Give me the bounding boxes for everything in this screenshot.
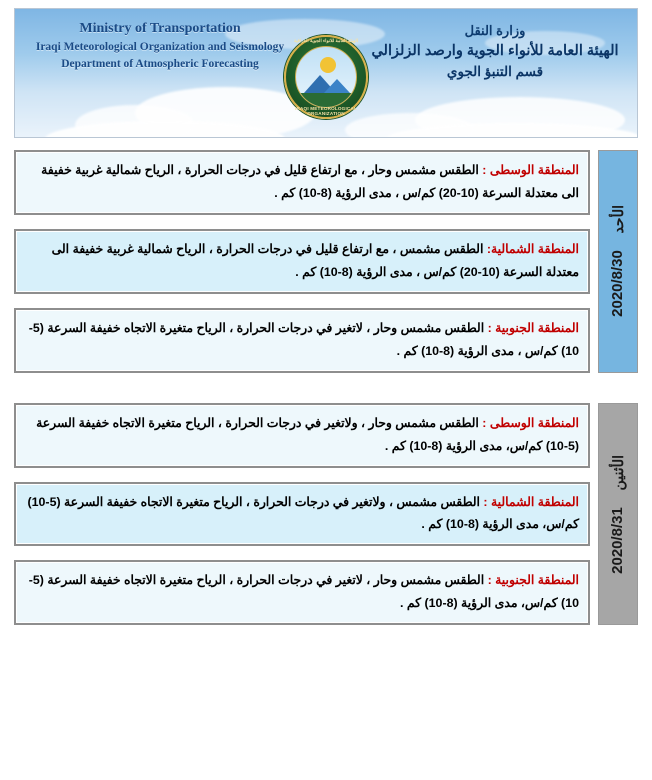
region-label: المنطقة الشمالية:: [486, 241, 579, 256]
header-banner: [14, 8, 638, 138]
forecast-text: الطقس مشمس وحار ، ولاتغير في درجات الحرارة ، الرياح متغيرة الاتجاه خفيفة السرعة (5-10) كم/س، مدى الرؤية (8-10) كم .: [36, 415, 579, 453]
meteorological-organization-logo: [284, 35, 368, 119]
region-label: المنطقة الوسطى :: [482, 163, 579, 177]
forecast-card: [14, 403, 590, 468]
department-title-ar: قسم التنبؤ الجوي: [446, 64, 544, 80]
day-separator: [14, 387, 638, 403]
forecast-card: [14, 560, 590, 625]
ministry-title-en: Ministry of Transportation: [79, 21, 241, 36]
organization-title-en: Iraqi Meteorological Organization and Seismology: [35, 41, 285, 54]
ministry-title-ar: وزارة النقل: [464, 23, 526, 38]
forecast-card: [14, 229, 590, 294]
forecast-content: [14, 150, 638, 625]
day-block: [14, 150, 638, 373]
forecast-card: [14, 150, 590, 215]
region-label: المنطقة الشمالية :: [483, 494, 579, 509]
date-label: [609, 455, 627, 574]
logo-base-band: [296, 93, 356, 107]
forecast-card: [14, 308, 590, 373]
day-name-label: الأحد: [610, 205, 626, 234]
region-label: المنطقة الجنوبية :: [487, 573, 579, 588]
date-label: [609, 205, 627, 317]
day-name-label: الأثنين: [610, 454, 626, 490]
day-block: [14, 403, 638, 626]
logo-text-bottom: IRAQI METEOROLOGICAL ORGANIZATION: [295, 106, 357, 116]
mountain-icon: [324, 79, 350, 93]
forecast-text: الطقس مشمس ، مع ارتفاع قليل في درجات الحرارة ، الرياح شمالية غربية خفيفة الى معتدلة السرعة (10-20) كم/س ، مدى الرؤية (8-10) كم .: [51, 241, 579, 279]
department-title-en: Department of Atmospheric Forecasting: [61, 57, 259, 70]
forecast-cards-column: [14, 403, 590, 626]
organization-title-ar: الهيئة العامة للأنواء الجوية وارصد الزلزالي: [371, 42, 619, 59]
logo-text-top: الهيئة العامة للانواء الجوية العراقية: [293, 38, 359, 43]
forecast-text: الطقس مشمس وحار ، لاتغير في درجات الحرارة ، الرياح متغيرة الاتجاه خفيفة السرعة (5-10) كم/س، مدى الرؤية (8-10) كم .: [28, 573, 579, 611]
header-english-titles: [25, 19, 295, 73]
region-label: المنطقة الجنوبية :: [487, 320, 579, 335]
region-label: المنطقة الوسطى :: [482, 415, 579, 430]
forecast-card: [14, 482, 590, 547]
forecast-cards-column: [14, 150, 590, 373]
forecast-text: الطقس مشمس ، ولاتغير في درجات الحرارة ، الرياح متغيرة الاتجاه خفيفة السرعة (5-10) كم/س، مدى الرؤية (8-10) كم .: [27, 494, 579, 532]
header-arabic-titles: [365, 21, 625, 83]
sun-icon: [320, 57, 336, 73]
forecast-text: الطقس مشمس وحار ، لاتغير في درجات الحرارة ، الرياح متغيرة الاتجاه خفيفة السرعة (5-10) كم/س ، مدى الرؤية (8-10) كم .: [28, 320, 579, 358]
logo-inner-disc: [295, 46, 357, 108]
forecast-text: الطقس مشمس وحار ، مع ارتفاع قليل في درجات الحرارة ، الرياح شمالية غربية خفيفة الى معتدلة السرعة (10-20) كم/س ، مدى الرؤية (8-10) كم .: [41, 163, 579, 200]
date-value: 2020/8/31: [609, 506, 626, 574]
date-value: 2020/8/30: [609, 250, 626, 318]
date-column: [598, 150, 638, 373]
date-column: [598, 403, 638, 626]
